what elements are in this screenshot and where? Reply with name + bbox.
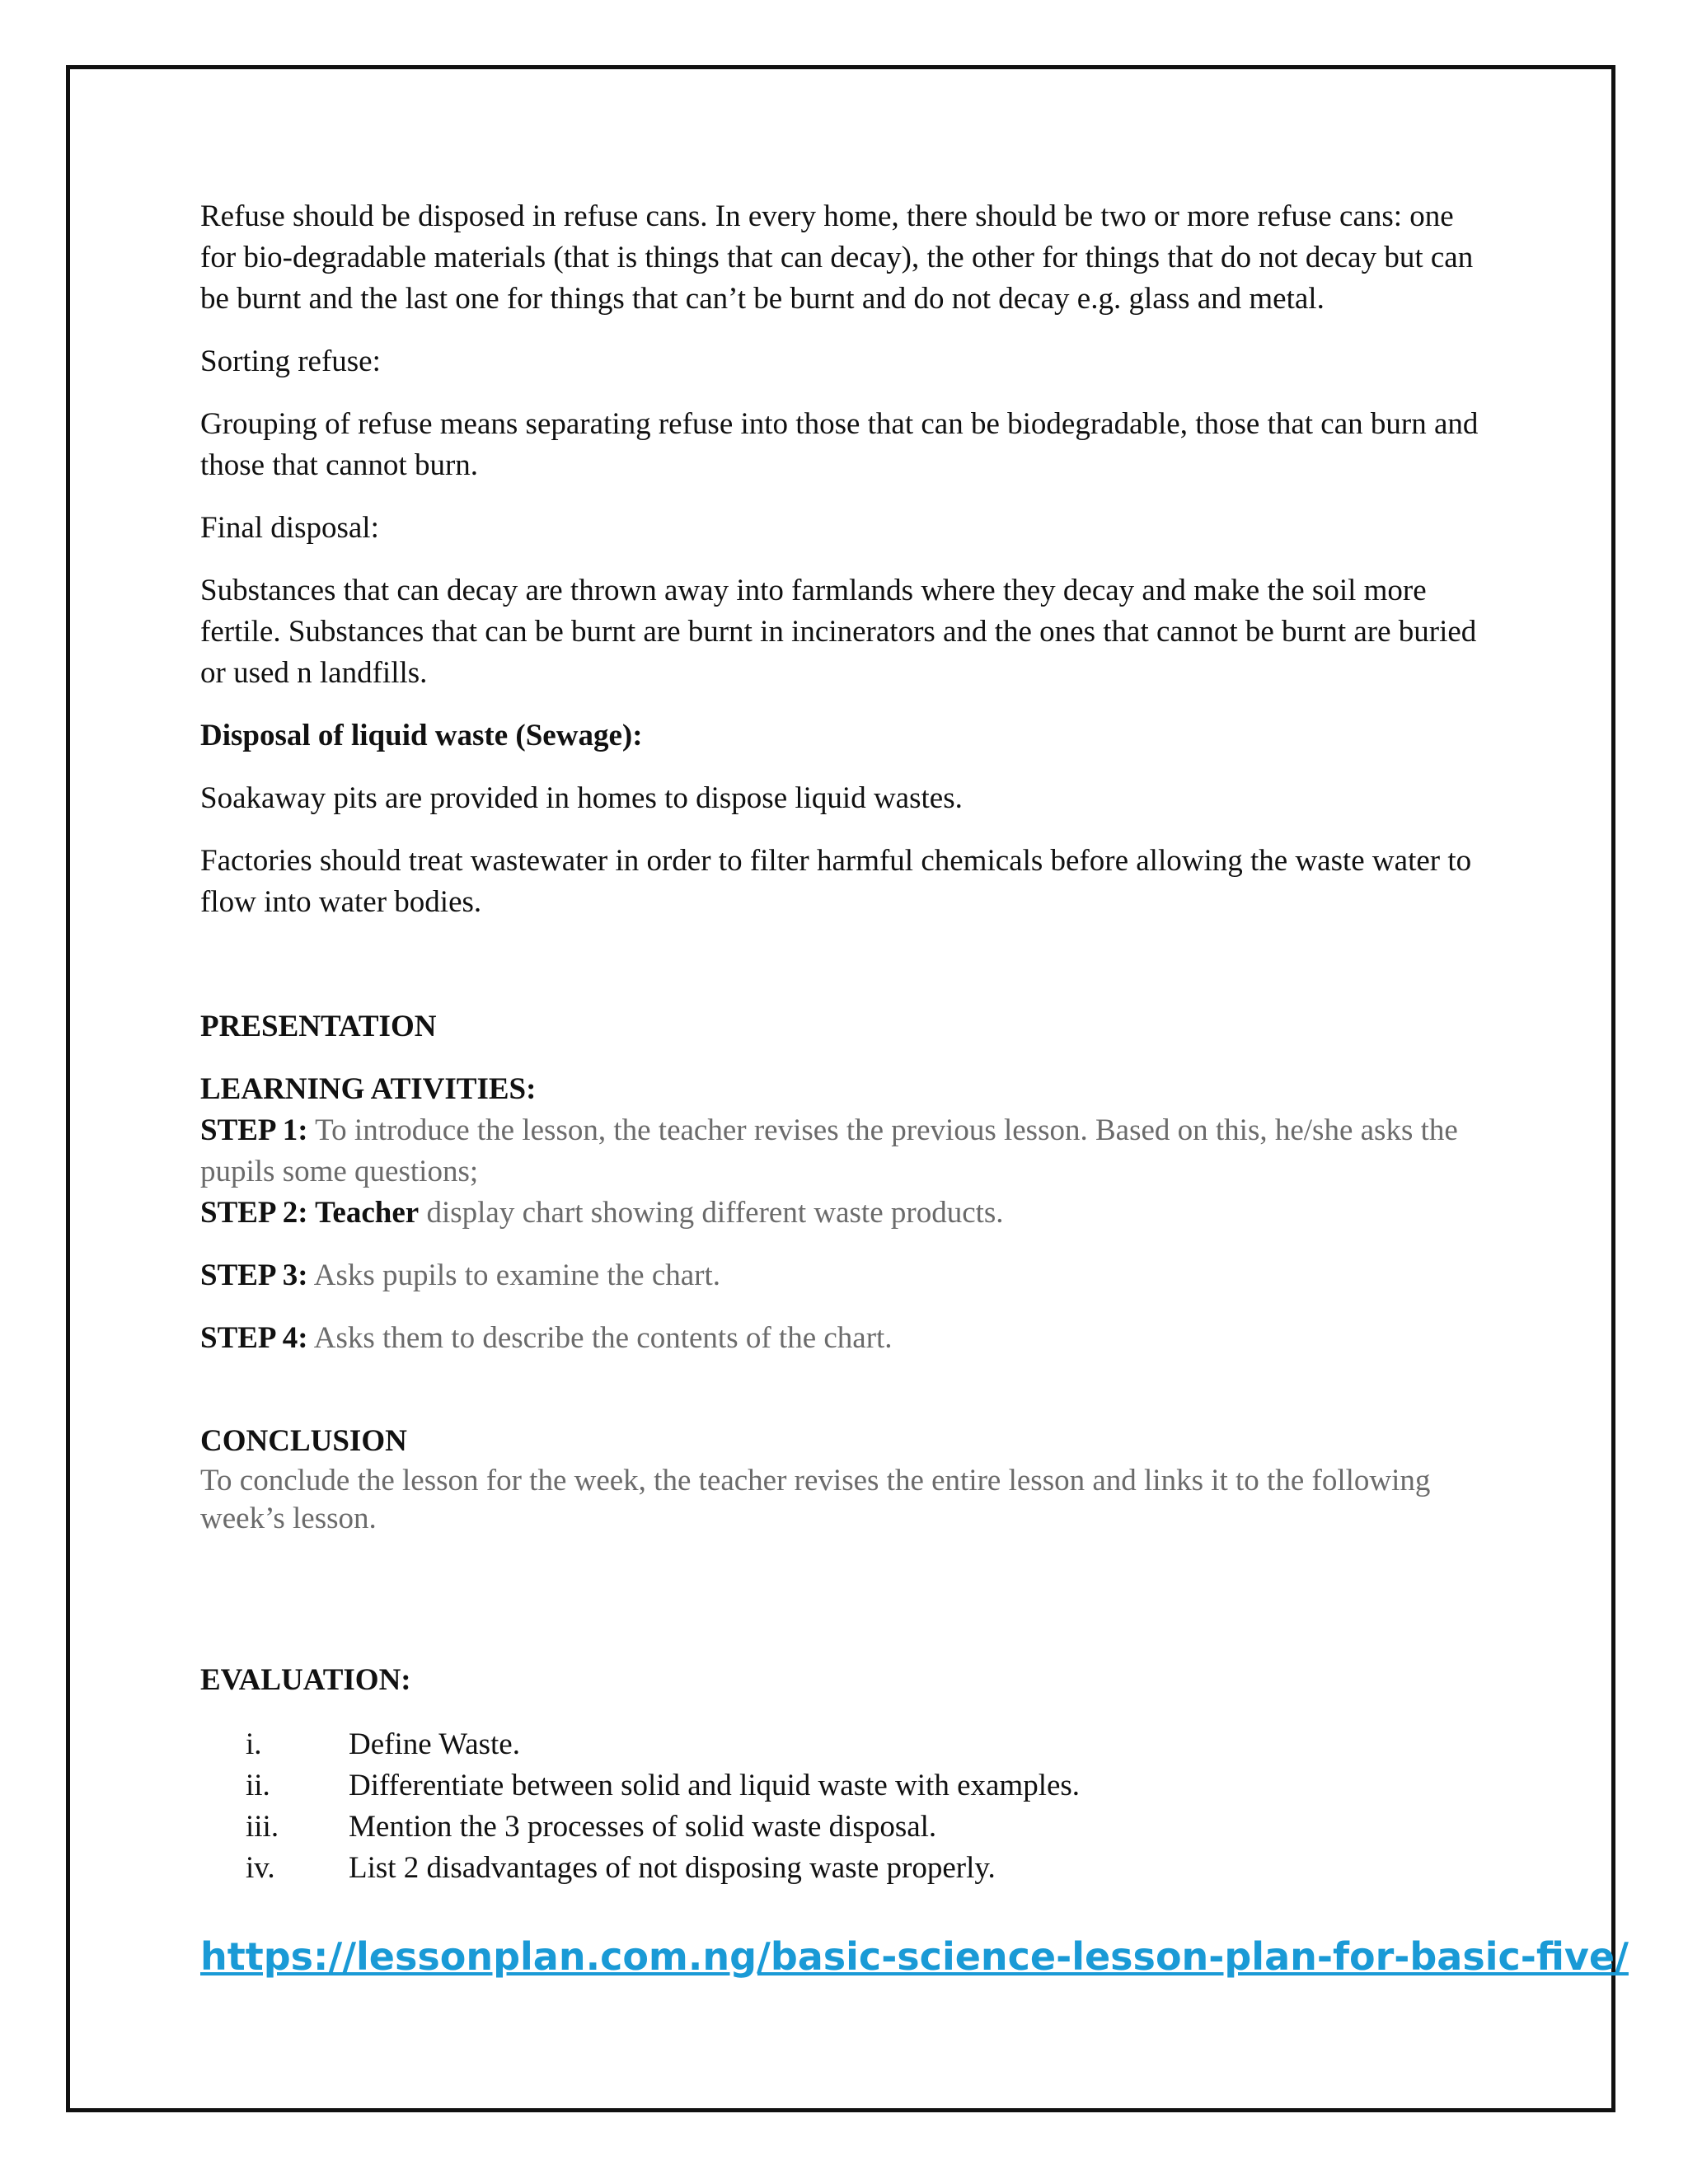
list-item-text: Define Waste. [349,1727,520,1761]
list-item [200,1724,1486,1765]
evaluation-list [200,1724,1486,1889]
refuse-cans-paragraph: Refuse should be disposed in refuse cans. In every home, there should be two or more refuse cans: one for bio-degradable materials (that is things that can decay), the other for things that do not decay but can be burnt and the last one for things that can’t be burnt and do not decay e.g. glass and metal. [200,199,1474,316]
document-body [200,196,1629,1981]
presentation-heading: PRESENTATION [200,1010,437,1043]
step-4-text: Asks them to describe the contents of the chart. [307,1321,893,1355]
list-item-number: iv. [246,1851,275,1885]
final-disposal-heading: Final disposal: [200,511,379,545]
step-3-text: Asks pupils to examine the chart. [307,1258,721,1292]
list-item [200,1807,1486,1848]
conclusion-text: To conclude the lesson for the week, the teacher revises the entire lesson and links it to the following week’s lesson. [200,1464,1431,1535]
evaluation-heading: EVALUATION: [200,1663,411,1697]
liquid-waste-heading: Disposal of liquid waste (Sewage): [200,719,643,752]
list-item [200,1765,1486,1807]
step-1-text: To introduce the lesson, the teacher revises the previous lesson. Based on this, he/she asks the pupils some questions; [200,1113,1458,1188]
soakaway-paragraph: Soakaway pits are provided in homes to dispose liquid wastes. [200,781,963,815]
list-item-text: List 2 disadvantages of not disposing waste properly. [349,1851,996,1885]
step-1 [200,1110,1486,1193]
step-2-text: display chart showing different waste products. [419,1196,1004,1230]
sorting-refuse-heading: Sorting refuse: [200,344,381,378]
sorting-refuse-paragraph: Grouping of refuse means separating refuse into those that can be biodegradable, those that can burn and those that cannot burn. [200,407,1479,482]
step-2 [200,1193,1486,1234]
lesson-plan-link[interactable]: https://lessonplan.com.ng/basic-science-lesson-plan-for-basic-five/ [200,1934,1629,1979]
step-3 [200,1255,1486,1296]
step-3-label: STEP 3: [200,1258,308,1292]
list-item-number: i. [246,1727,262,1761]
list-item [200,1848,1486,1889]
final-disposal-paragraph: Substances that can decay are thrown away into farmlands where they decay and make the soil more fertile. Substances that can be burnt are burnt in incinerators and the ones that cannot be burnt are buried or used n landfills. [200,574,1477,690]
list-item-number: iii. [246,1810,279,1844]
conclusion-heading: CONCLUSION [200,1424,407,1458]
step-2-label: STEP 2: Teacher [200,1196,420,1230]
list-item-text: Mention the 3 processes of solid waste disposal. [349,1810,937,1844]
step-1-label: STEP 1: [200,1113,308,1147]
step-4 [200,1318,1486,1359]
list-item-number: ii. [246,1769,270,1802]
step-4-label: STEP 4: [200,1321,308,1355]
learning-activities-heading: LEARNING ATIVITIES: [200,1072,537,1106]
list-item-text: Differentiate between solid and liquid waste with examples. [349,1769,1081,1802]
factories-paragraph: Factories should treat wastewater in order to filter harmful chemicals before allowing the waste water to flow into water bodies. [200,844,1472,919]
